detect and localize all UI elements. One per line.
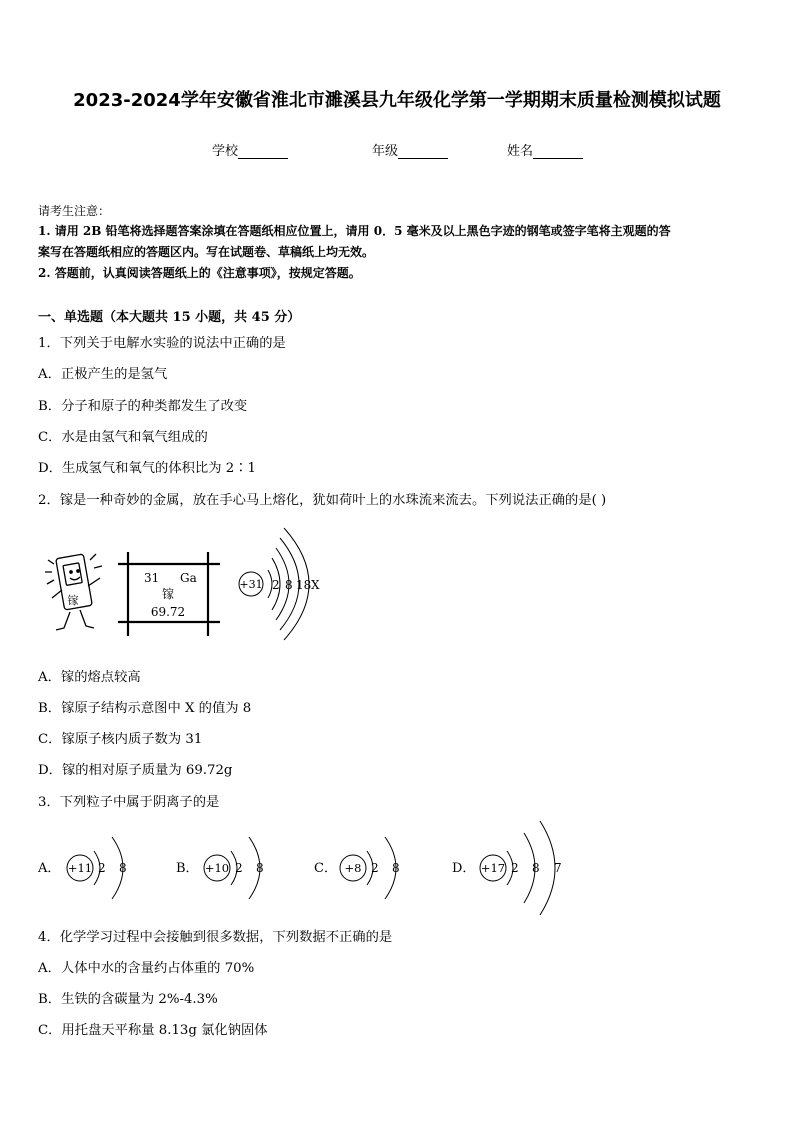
q3-option-d-label: D． [452,861,476,876]
q3-d-shell-2: 8 [532,861,540,875]
q4-option-c[interactable]: C．用托盘天平称量 8.13g 氯化钠固体 [38,1023,268,1038]
q2-option-a[interactable]: A．镓的熔点较高 [38,670,141,685]
q1-option-b[interactable]: B．分子和原子的种类都发生了改变 [38,399,248,414]
q3-b-shell-1: 2 [235,861,243,875]
q3-option-a[interactable] [37,837,127,899]
cartoon-label: 镓 [67,594,79,607]
element-symbol: Ga [180,571,197,585]
gallium-cartoon-icon [45,554,102,630]
q1-stem: 1．下列关于电解水实验的说法中正确的是 [38,336,286,351]
q3-c-shell-1: 2 [371,861,379,875]
grade-field[interactable] [372,140,448,159]
q3-d-shell-3: 7 [554,861,562,875]
school-label: 学校 [212,144,239,159]
q1-option-c[interactable]: C．水是由氢气和氧气组成的 [38,430,208,445]
q3-option-c[interactable] [314,837,400,899]
q3-a-shell-2: 8 [119,861,127,875]
atomic-number: 31 [144,571,160,585]
page-title: 2023-2024学年安徽省淮北市濉溪县九年级化学第一学期期末质量检测模拟试题 [73,90,721,111]
q3-option-a-label: A． [38,861,61,876]
q3-option-c-label: C． [314,861,337,876]
q3-c-nucleus: +8 [344,861,362,875]
shell-1: 2 [272,578,280,592]
nucleus-charge: +31 [239,578,263,591]
notice-line-1: 1. 请用 2B 铅笔将选择题答案涂填在答题纸相应位置上，请用 0．5 毫米及以上黑色字迹的钢笔或签字笔将主观题的答 [38,224,671,238]
q3-b-nucleus: +10 [204,861,230,875]
q2-option-d[interactable]: D．镓的相对原子质量为 69.72g [38,763,233,778]
q4-stem: 4．化学学习过程中会接触到很多数据，下列数据不正确的是 [38,930,393,945]
name-field[interactable] [507,140,583,159]
q3-option-b-label: B． [176,861,199,876]
element-name: 镓 [161,587,175,601]
q2-option-b[interactable]: B．镓原子结构示意图中 X 的值为 8 [38,701,252,716]
name-blank[interactable] [533,144,583,159]
q3-d-shell-1: 2 [511,861,519,875]
q2-option-c[interactable]: C．镓原子核内质子数为 31 [38,732,203,747]
school-field[interactable] [212,140,288,159]
grade-label: 年级 [372,144,399,159]
q3-a-shell-1: 2 [98,861,106,875]
q3-d-nucleus: +17 [480,861,506,875]
q1-option-d[interactable]: D．生成氢气和氧气的体积比为 2∶1 [38,461,256,476]
q4-option-b[interactable]: B．生铁的含碳量为 2%-4.3% [38,992,218,1007]
shell-4: X [311,578,320,592]
q3-c-shell-2: 8 [392,861,400,875]
q3-a-nucleus: +11 [67,861,93,875]
shell-3: 18 [296,578,312,592]
school-blank[interactable] [238,144,288,159]
atomic-mass: 69.72 [150,605,186,619]
q3-stem: 3．下列粒子中属于阴离子的是 [38,795,220,810]
notice-heading: 请考生注意： [38,204,111,218]
q3-option-b[interactable] [176,837,264,899]
shell-2: 8 [285,578,293,592]
notice-line-3: 2. 答题前，认真阅读答题纸上的《注意事项》，按规定答题。 [38,266,361,280]
notice-line-2: 案写在答题纸相应的答题区内。写在试题卷、草稿纸上均无效。 [38,245,375,259]
q1-option-a[interactable]: A．正极产生的是氢气 [38,367,168,382]
q3-option-d[interactable] [452,821,562,915]
grade-blank[interactable] [398,144,448,159]
q2-stem: 2．镓是一种奇妙的金属，放在手心马上熔化，犹如荷叶上的水珠流来流去。下列说法正确的是( ) [38,493,607,508]
gallium-figure [40,520,340,645]
q4-option-a[interactable]: A．人体中水的含量约占体重的 70% [38,961,255,976]
ion-options [30,815,590,915]
q3-b-shell-2: 8 [256,861,264,875]
name-label: 姓名 [507,144,534,159]
section-heading: 一、单选题（本大题共 15 小题，共 45 分） [38,310,301,325]
